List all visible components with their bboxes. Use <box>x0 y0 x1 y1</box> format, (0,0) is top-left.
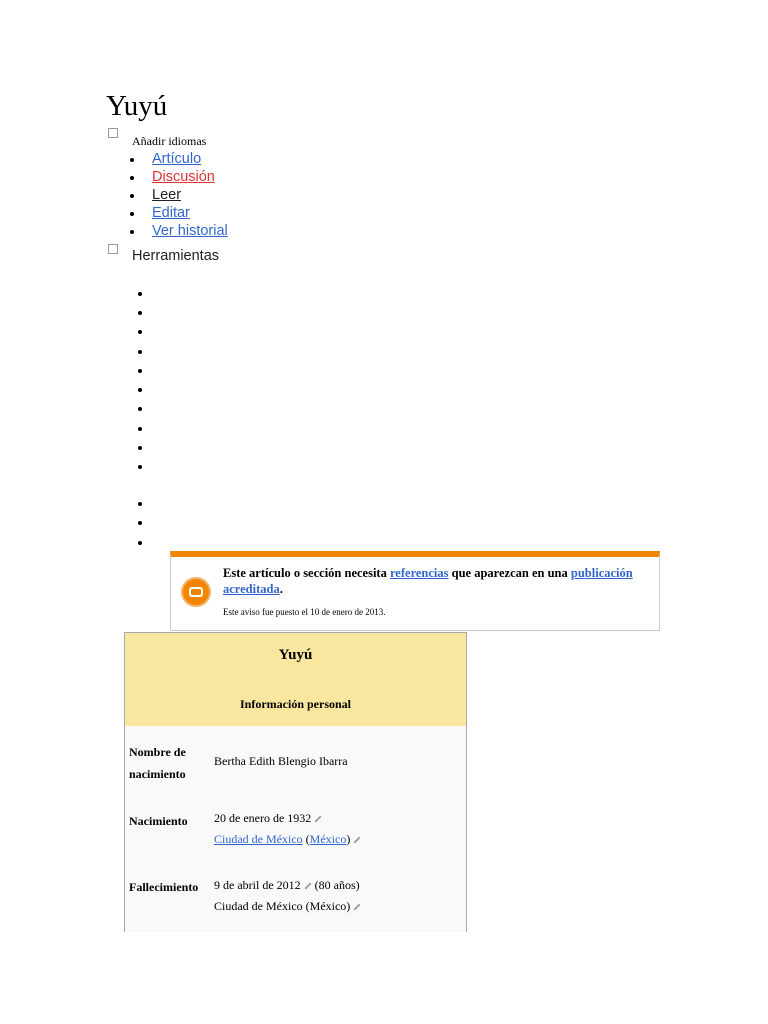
death-date: 9 de abril de 2012 <box>214 878 301 892</box>
infobox-title: Yuyú <box>278 647 313 663</box>
languages-checkbox-icon[interactable] <box>108 128 118 138</box>
tools-bullet <box>138 292 142 296</box>
notice-text-part: que aparezcan en una <box>448 566 571 580</box>
tools-label[interactable]: Herramientas <box>132 248 220 264</box>
notice-text-part: Este artículo o sección necesita <box>223 566 390 580</box>
accredited-publication-link[interactable]: publicación acreditada <box>223 566 633 596</box>
death-label: Fallecimiento <box>129 880 199 894</box>
infobox <box>124 632 467 932</box>
birth-date: 20 de enero de 1932 <box>214 811 312 825</box>
tab-read-label[interactable]: Leer <box>152 187 182 203</box>
tab-edit[interactable] <box>130 204 228 222</box>
death-place: Ciudad de México (México) <box>214 899 351 913</box>
tools-checkbox-icon[interactable] <box>108 244 118 254</box>
tools-bullet <box>138 369 142 373</box>
tab-read[interactable] <box>130 186 228 204</box>
tab-history-label[interactable]: Ver historial <box>152 223 228 239</box>
tools-bullet <box>138 465 142 469</box>
tab-edit-label[interactable]: Editar <box>152 205 190 221</box>
tools-bullet <box>138 446 142 450</box>
notice-date: Este aviso fue puesto el 10 de enero de 2013. <box>223 607 386 617</box>
views-menu <box>130 150 228 240</box>
tools-bullet <box>138 388 142 392</box>
tab-article[interactable] <box>130 150 228 168</box>
page-title: Yuyú <box>106 90 168 122</box>
notice-text-part: . <box>279 582 283 596</box>
references-notice <box>170 551 660 631</box>
birth-country-link[interactable]: México <box>309 832 347 846</box>
infobox-section-title: Información personal <box>240 697 351 711</box>
birth-place-link[interactable]: Ciudad de México <box>214 832 303 846</box>
pencil-icon[interactable] <box>354 837 361 844</box>
birth-name-label-line: Nombre de <box>129 745 186 759</box>
paren: ) <box>346 832 351 846</box>
notice-text <box>223 565 653 597</box>
tab-discussion[interactable] <box>130 168 228 186</box>
death-value <box>214 875 364 917</box>
death-age: (80 años) <box>314 878 360 892</box>
book-icon <box>181 577 211 607</box>
tools-bullet <box>138 502 142 506</box>
tools-bullet <box>138 350 142 354</box>
birth-name-label-line: nacimiento <box>129 767 186 781</box>
languages-label[interactable]: Añadir idiomas <box>132 134 207 148</box>
tab-discussion-label[interactable]: Discusión <box>152 169 215 185</box>
pencil-icon[interactable] <box>304 883 311 890</box>
tools-bullet <box>138 407 142 411</box>
tools-bullet <box>138 521 142 525</box>
birth-name-value: Bertha Edith Blengio Ibarra <box>214 754 348 768</box>
infobox-header <box>125 633 466 726</box>
tools-bullet <box>138 330 142 334</box>
paren: ( <box>305 832 310 846</box>
tab-history[interactable] <box>130 222 228 240</box>
tab-article-label[interactable]: Artículo <box>152 151 202 167</box>
birth-name-label <box>129 741 186 785</box>
tools-bullet <box>138 427 142 431</box>
pencil-icon[interactable] <box>315 816 322 823</box>
pencil-icon[interactable] <box>354 904 361 911</box>
references-link[interactable]: referencias <box>389 566 449 580</box>
birth-label: Nacimiento <box>129 814 188 828</box>
tools-bullet <box>138 311 142 315</box>
tools-bullet <box>138 541 142 545</box>
birth-value <box>214 808 364 850</box>
